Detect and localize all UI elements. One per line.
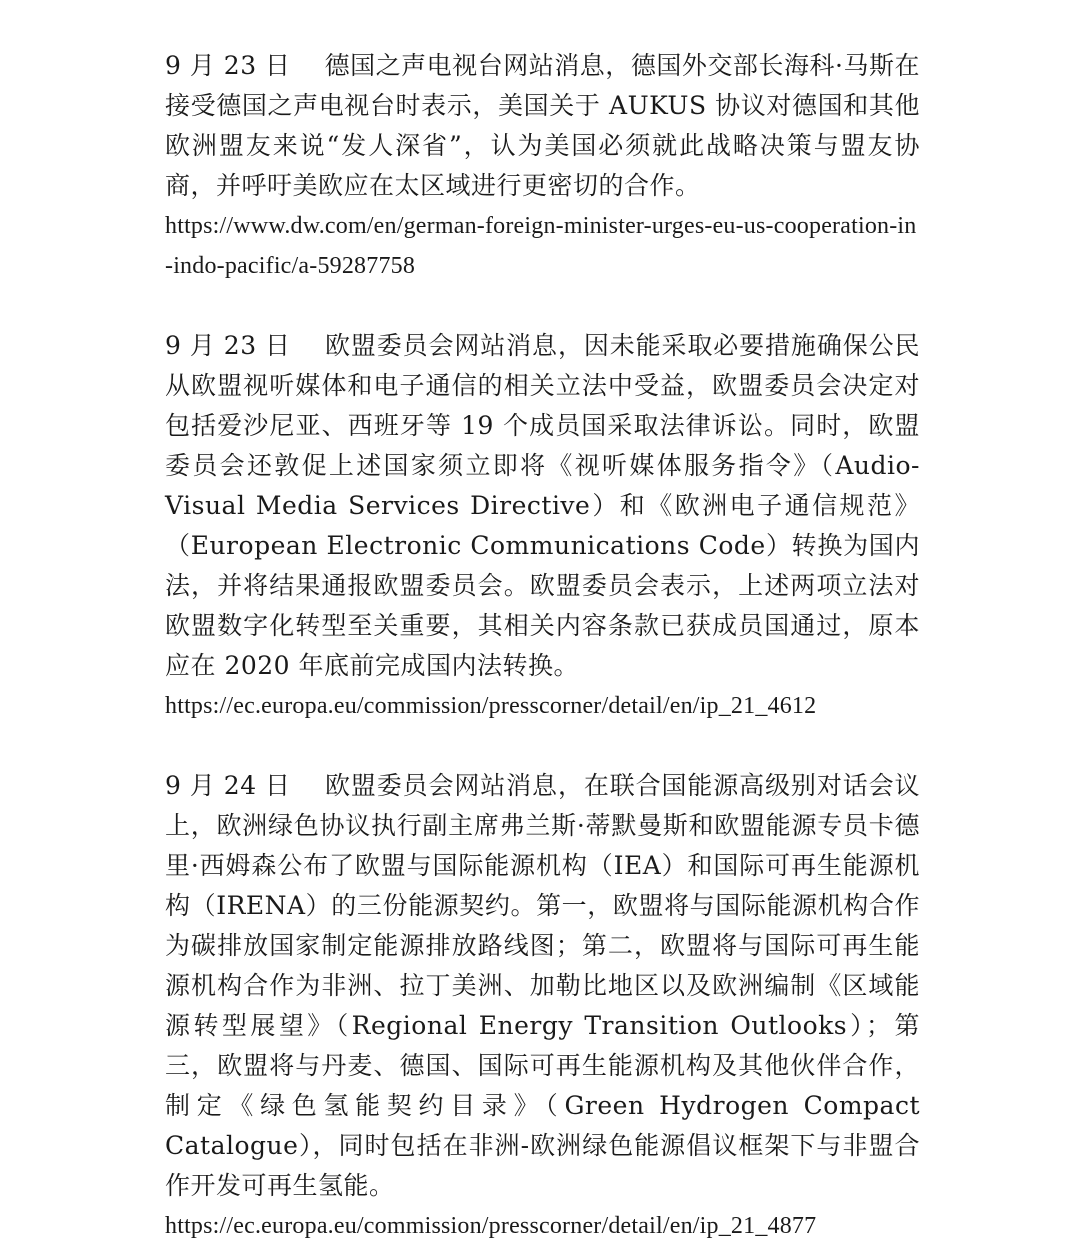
source-link[interactable]: https://ec.europa.eu/commission/presscorner/detail/en/ip_21_4877	[165, 1213, 817, 1239]
entry-date: 9 月 24 日	[165, 771, 291, 800]
entry-body: 欧盟委员会网站消息，在联合国能源高级别对话会议上，欧洲绿色协议执行副主席弗兰斯·蒂默曼斯和欧盟能源专员卡德里·西姆森公布了欧盟与国际能源机构（IEA）和国际可再生能源机构（IRENA）的三份能源契约。第一，欧盟将与国际能源机构合作为碳排放国家制定能源排放路线图；第二，欧盟将与国际可再生能源机构合作为非洲、拉丁美洲、加勒比地区以及欧洲编制《区域能源转型展望》（Regional Energy Transition Outlooks）；第三，欧盟将与丹麦、德国、国际可再生能源机构及其他伙伴合作，制定《绿色氢能契约目录》（Green Hydrogen Compact Catalogue），同时包括在非洲-欧洲绿色能源倡议框架下与非盟合作开发可再生氢能。	[165, 771, 920, 1200]
entry-date: 9 月 23 日	[165, 331, 291, 360]
news-entry	[165, 46, 920, 286]
entry-body: 德国之声电视台网站消息，德国外交部长海科·马斯在接受德国之声电视台时表示，美国关于 AUKUS 协议对德国和其他欧洲盟友来说“发人深省”，认为美国必须就此战略决策与盟友协商，并呼吁美欧应在太区域进行更密切的合作。	[165, 51, 920, 200]
entry-date: 9 月 23 日	[165, 51, 291, 80]
entry-paragraph	[165, 326, 920, 686]
document-page	[165, 46, 920, 1246]
source-link[interactable]: https://www.dw.com/en/german-foreign-minister-urges-eu-us-cooperation-in-indo-pacific/a-59287758	[165, 213, 917, 279]
news-entry	[165, 766, 920, 1246]
entry-body: 欧盟委员会网站消息，因未能采取必要措施确保公民从欧盟视听媒体和电子通信的相关立法中受益，欧盟委员会决定对包括爱沙尼亚、西班牙等 19 个成员国采取法律诉讼。同时，欧盟委员会还敦促上述国家须立即将《视听媒体服务指令》（Audio-Visual Media Services Directive）和《欧洲电子通信规范》（European Electronic Communications Code）转换为国内法，并将结果通报欧盟委员会。欧盟委员会表示，上述两项立法对欧盟数字化转型至关重要，其相关内容条款已获成员国通过，原本应在 2020 年底前完成国内法转换。	[165, 331, 920, 680]
source-link[interactable]: https://ec.europa.eu/commission/presscorner/detail/en/ip_21_4612	[165, 693, 817, 719]
news-entry	[165, 326, 920, 726]
entry-paragraph	[165, 766, 920, 1206]
entry-paragraph	[165, 46, 920, 206]
